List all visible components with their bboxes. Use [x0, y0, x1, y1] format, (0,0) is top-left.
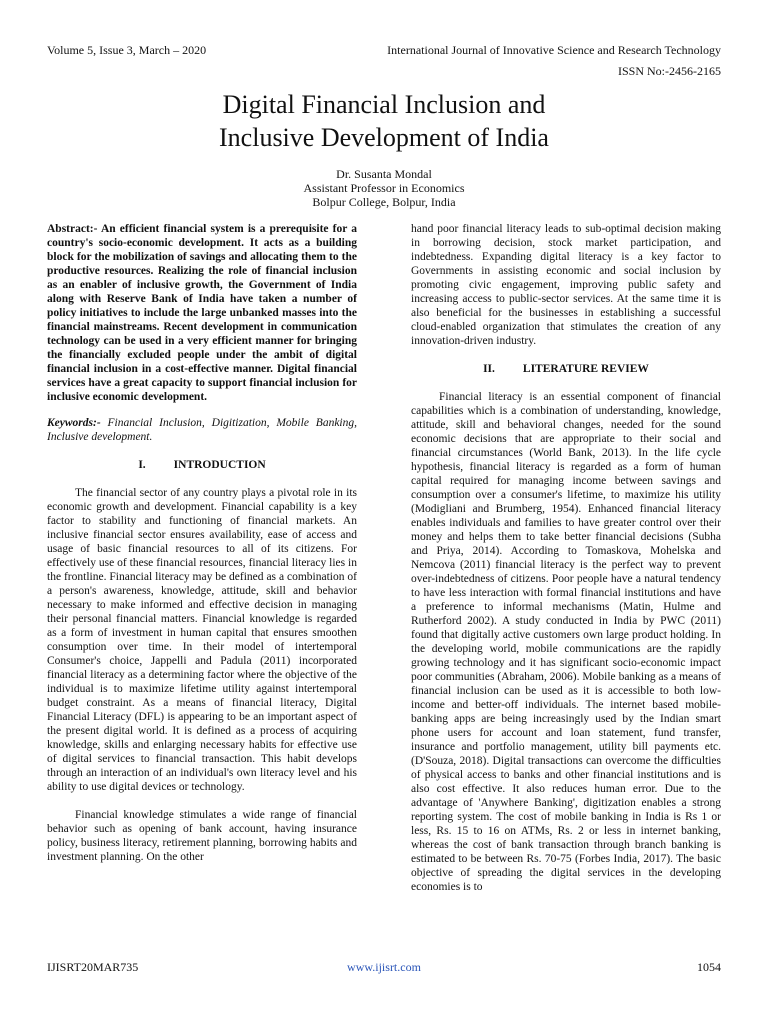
keywords-label: Keywords:-: [47, 417, 101, 429]
title-line-1: Digital Financial Inclusion and: [222, 90, 546, 119]
issn: ISSN No:-2456-2165: [617, 64, 721, 78]
intro-paragraph-2: Financial knowledge stimulates a wide range of financial behavior such as opening of bank account, having insurance policy, business literacy, retirement planning, borrowing habits and investment planning. On the other: [47, 809, 357, 863]
abstract: Abstract:- An efficient financial system is a prerequisite for a country's socio-economic development. It acts as a building block for the mobilization of savings and allocating them to the productive resources. Realizing the role of financial inclusion as an enabler of inclusive growth, the Government of India along with Reserve Bank of India have taken a number of policy initiatives to include the large unbanked masses into the financial mainstreams. Recent development in communication technology can be used in a very efficient manner for bringing the financially excluded people under the ambit of digital financial inclusion in a cost-effective manner. Digital financial services have a great capacity to support financial inclusion for inclusive economic development.: [47, 223, 357, 403]
section-number: I.: [138, 459, 146, 471]
section-title: LITERATURE REVIEW: [522, 363, 649, 375]
keywords-text: Financial Inclusion, Digitization, Mobile Banking, Inclusive development.: [47, 417, 357, 443]
keywords: [47, 416, 357, 444]
section-heading-literature-review: [411, 362, 721, 376]
left-column: [47, 222, 357, 864]
section-title: INTRODUCTION: [173, 459, 266, 471]
author-block: [0, 167, 768, 209]
section-heading-introduction: [47, 458, 357, 472]
literature-paragraph: Financial literacy is an essential component of financial capabilities which is a combination of understanding, knowledge, attitude, skill and behavioral changes, needed for the sound economic decisions that are appropriate to their social and financial circumstances (World Bank, 2013). In the life cycle hypothesis, financial literacy is regarded as a form of human capital required for managing income between savings and consumption over a consumer's lifetime, to maximize his utility (Modigliani and Brumberg, 1954). Enhanced financial literacy enables individuals and families to have greater control over their money and helps them to take better financial decisions (Subha and Priya, 2014). According to Tomaskova, Mohelska and Nemcova (2011) financial literacy is the perfect way to prevent over-indebtedness of citizens. Poor people have a natural tendency to have less interaction with formal financial institutions and have a preference to informal mechanisms (Matin, Hulme and Rutherford 2002). A study conducted in India by PWC (2011) found that digitally active customers own large product holding. In the developing world, mobile communications are the rapidly growing technology and it has significant socio-economic impact poor communities (Abraham, 2006). Mobile banking as a means of financial inclusion can be used as it is accessible to both low-income and better-off individuals. The internet based mobile-banking apps are being increasingly used by the Indian smart phone users for account and loan statement, fund transfer, insurance and portfolio management, utility bill payments etc. (D'Souza, 2018). Digital transactions can overcome the difficulties of physical access to banks and other financial institutions and is also cost effective. It also reduces human error. Due to the advantage of 'Anywhere Banking', digitization enables a strong reporting system. The cost of mobile banking in India is Rs 1 or less, Rs. 15 to 16 on ATMs, Rs. 2 or less in internet banking, whereas the cost of bank transaction through branch banking is estimated to be between Rs. 70-75 (Forbes India, 2017). The basic objective of spreading the digital services in the developing economies is to: [411, 391, 721, 893]
author-name: Dr. Susanta Mondal: [336, 167, 432, 181]
footer-paper-code: IJISRT20MAR735: [47, 960, 139, 974]
title-line-2: Inclusive Development of India: [219, 123, 549, 152]
intro-paragraph-continued: hand poor financial literacy leads to sub-optimal decision making in borrowing decision, stock market participation, and indebtedness. Expanding digital literacy is a key factor to Governments in assisting economic and social inclusion by promoting civic engagement, improving public safety and increasing access to public-sector services. At the same time it is also beneficial for the businesses in establishing a successful cloud-enabled organization that stimulates the creation of any innovation-driven industry.: [411, 223, 721, 347]
author-position: Assistant Professor in Economics: [303, 181, 465, 195]
volume-issue: Volume 5, Issue 3, March – 2020: [47, 43, 207, 57]
right-column: [411, 222, 721, 894]
footer-website-link[interactable]: www.ijisrt.com: [347, 960, 421, 974]
intro-paragraph-1: The financial sector of any country plays a pivotal role in its economic growth and development. Financial capability is a key factor to stability and functioning of financial markets. An inclusive financial sector ensures availability, ease of access and usage of basic financial resources to all of its citizens. For effectively use of these financial resources, financial literacy lies in the frontline. Financial literacy may be defined as a combination of a person's awareness, knowledge, attitude, skill and behavior necessary to make informed and effective decision in managing their personal financial matters. Financial knowledge is regarded as a form of investment in human capital that ensures smoothen consumption over time. In their model of intertemporal Consumer's choice, Jappelli and Padula (2011) incorporated financial literacy as a determining factor where the objective of the individual is to maximize lifetime utility against intertemporal budget constraint. As a means of financial literacy, Digital Financial Literacy (DFL) is appearing to be an important aspect of the present digital world. It is defined as a process of acquiring knowledge, skills and enlarging necessary habits for effective use of digital services to financial transaction. This habit develops through an interaction of an individual's own literacy level and his ability to use digital devices or technology.: [47, 487, 357, 793]
journal-name: International Journal of Innovative Science and Research Technology: [387, 43, 721, 57]
footer-page-number: 1054: [697, 960, 721, 974]
paper-title: [0, 88, 768, 154]
author-affiliation: Bolpur College, Bolpur, India: [312, 195, 456, 209]
section-number: II.: [483, 363, 495, 375]
